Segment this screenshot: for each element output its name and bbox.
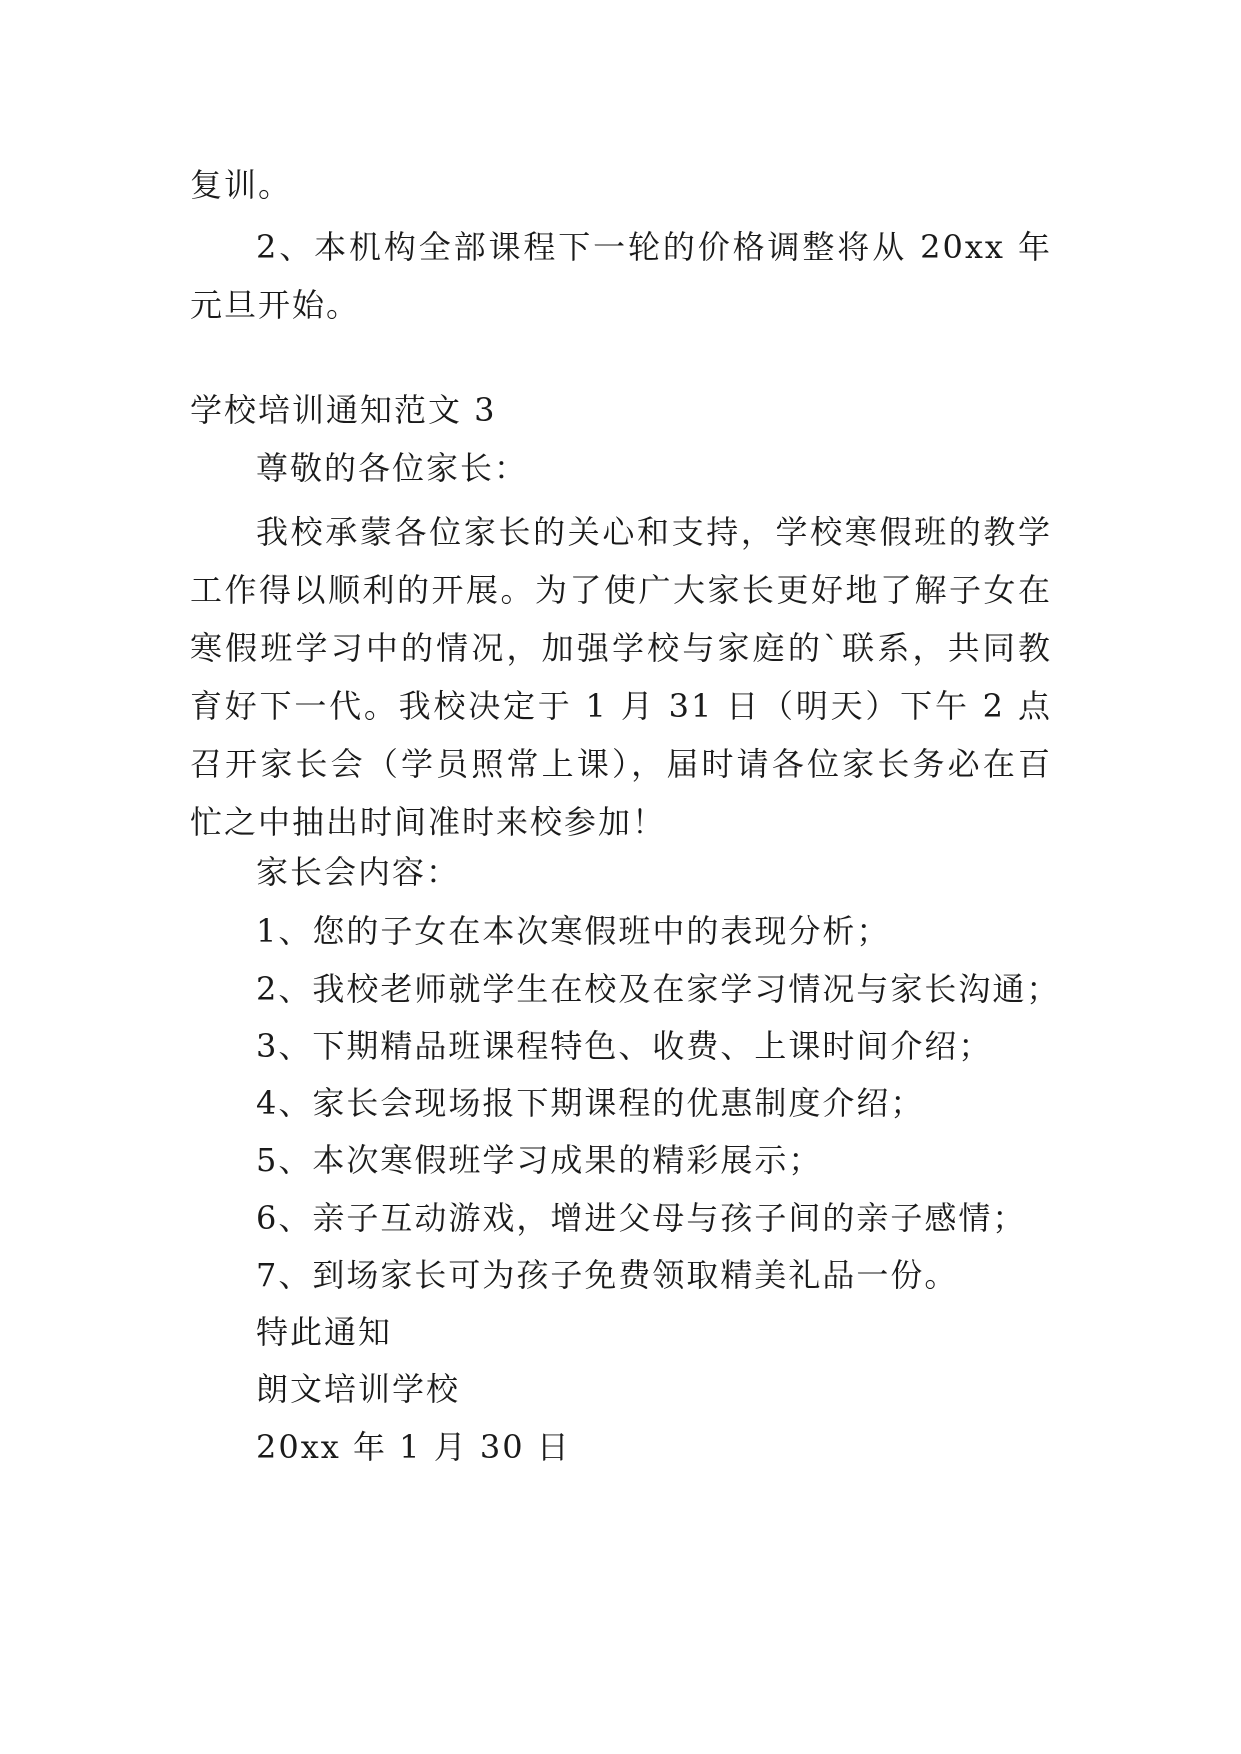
list-item: 3、下期精品班课程特色、收费、上课时间介绍； xyxy=(256,1027,993,1065)
date: 20xx 年 1 月 30 日 xyxy=(256,1428,571,1466)
signature: 朗文培训学校 xyxy=(256,1370,461,1408)
section-title: 学校培训通知范文 3 xyxy=(190,391,497,429)
list-item: 1、您的子女在本次寒假班中的表现分析； xyxy=(256,912,891,950)
list-item: 2、我校老师就学生在校及在家学习情况与家长沟通； xyxy=(256,970,1061,1008)
continuation-item-2 xyxy=(190,218,1052,334)
content-heading: 家长会内容： xyxy=(256,853,461,891)
list-item: 7、到场家长可为孩子免费领取精美礼品一份。 xyxy=(256,1256,959,1294)
list-item: 6、亲子互动游戏，增进父母与孩子间的亲子感情； xyxy=(256,1199,1027,1237)
continuation-fragment: 复训。 xyxy=(190,166,293,204)
body-paragraph xyxy=(190,503,1052,851)
closing-text: 特此通知 xyxy=(256,1313,393,1351)
continuation-item-2-text: 2、本机构全部课程下一轮的价格调整将从 20xx 年元旦开始。 xyxy=(190,228,1052,324)
salutation: 尊敬的各位家长： xyxy=(256,449,529,487)
list-item: 4、家长会现场报下期课程的优惠制度介绍； xyxy=(256,1084,925,1122)
list-item: 5、本次寒假班学习成果的精彩展示； xyxy=(256,1141,823,1179)
body-text: 我校承蒙各位家长的关心和支持，学校寒假班的教学工作得以顺利的开展。为了使广大家长更好地了解子女在寒假班学习中的情况，加强学校与家庭的`联系，共同教育好下一代。我校决定于 1 月 31 日（明天）下午 2 点召开家长会（学员照常上课），届时请各位家长务必在百忙之中抽出时间准时来校参加！ xyxy=(190,513,1052,841)
